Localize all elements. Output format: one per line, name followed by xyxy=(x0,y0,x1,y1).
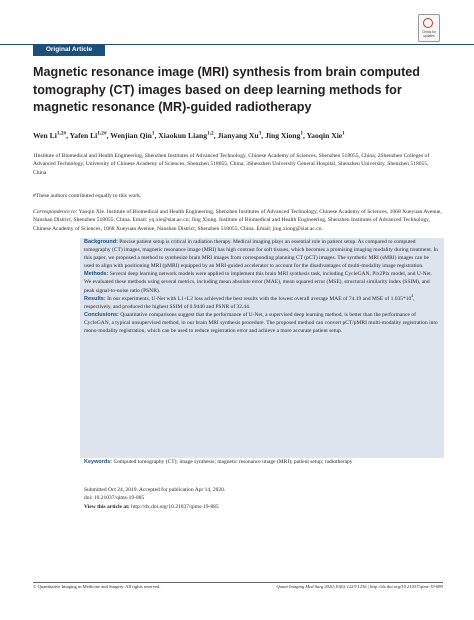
doi[interactable]: doi: 10.21037/qims-19-885 xyxy=(84,495,145,502)
correspondence xyxy=(33,208,443,233)
correspondence-label: Correspondence to: xyxy=(33,209,78,215)
journal-citation: Quant Imaging Med Surg 2020;10(6):1223-1236 | http://dx.doi.org/10.21037/qims-19-885 xyxy=(276,584,443,589)
equal-contribution-note: #These authors contributed equally to this work. xyxy=(33,193,142,199)
footer-rule xyxy=(33,582,443,583)
correspondence-text: Yaoqin Xie. Institute of Biomedical and Health Engineering, Shenzhen Institutes of Advanced Technology, Chinese Academy of Sciences, 1068 Xueyuan Avenue, Nanshan District, Shenzhen 518055, China. Email: yq.xie@siat.ac.cn; Jing Xiong. Institute of Biomedical and Health Engineering, Shenzhen Institutes of Advanced Technology, Chinese Academy of Sciences, 1068 Xueyuan Avenue, Nanshan District, Shenzhen 518055, China. Email: jing.xiong@siat.ac.cn. xyxy=(33,209,442,232)
submission-info xyxy=(84,486,440,511)
author[interactable]: Xiaokun Liang$^{1,2}$ xyxy=(158,130,214,140)
keywords-text: Computed tomography (CT); image synthesis; magnetic resonance image (MRI); patient setup; radiotherapy xyxy=(113,459,353,465)
author[interactable]: Jing Xiong$^1$ xyxy=(265,130,303,140)
keywords xyxy=(84,458,440,466)
affiliations: 1Institute of Biomedical and Health Engineering, Shenzhen Institutes of Advanced Technology, Chinese Academy of Sciences, Shenzhen 518055, China; 2Shenzhen Colleges of Advanced Technology, University of Chinese Academy of Sciences, Shenzhen 518055, China; 3Shenzhen University General Hospital, Shenzhen University, Shenzhen 518055, China xyxy=(33,153,430,176)
abstract-text xyxy=(84,238,440,335)
copyright: © Quantitative Imaging in Medicine and Surgery. All rights reserved. xyxy=(33,584,161,589)
author[interactable]: Wenjian Qin$^1$ xyxy=(110,130,155,140)
check-for-updates-badge[interactable] xyxy=(418,14,440,42)
view-article-link[interactable]: http://dx.doi.org/10.21037/qims-19-885 xyxy=(131,503,219,510)
author[interactable]: Yafen $Li^{1,2\#}$ xyxy=(69,130,107,140)
abstract-results: Results: In our experiments, U-Net with L1+L2 loss achieved the best results with the lowest overall average MAE of 74.19 and MSE of $1.035*10^4$, respectively, and produced the highest SSIM of 0.9440 and PSNR of 32.44. xyxy=(84,293,415,310)
article-type-tag: Original Article xyxy=(33,44,105,56)
article-title: Magnetic resonance image (MRI) synthesis from brain computed tomography (CT) images based on deep learning methods for magnetic resonance (MR)-guided radiotherapy xyxy=(33,65,420,114)
view-article: View this article at: http://dx.doi.org/10.21037/qims-19-885 xyxy=(84,503,219,510)
abstract-conclusions: Conclusions: Quantitative comparisons suggest that the performance of U-Net, a supervised deep learning method, is better than the performance of CycleGAN, a typical unsupervised method, in our brain MRI synthesis procedure. The proposed method can convert pCT/pMRI multi-modality registration into mono-modality registration, which can be used to reduce registration error and achieve a more accurate patient setup. xyxy=(84,311,438,335)
submission-dates: Submitted Oct 24, 2019. Accepted for publication Apr 14, 2020. xyxy=(84,487,226,493)
author-list: Wen $Li^{1,2\#}$, Yafen $Li^{1,2\#}$, Wenjian Qin$^1$, Xiaokun Liang$^{1,2}$, Jianyang Xu$^3$, Jing Xiong$^1$, Yaoqin Xie$^1$ xyxy=(33,130,345,140)
author[interactable]: Jianyang Xu$^3$ xyxy=(217,130,262,140)
keywords-label: Keywords: xyxy=(84,459,113,465)
badge-label: Check for updates xyxy=(422,30,436,38)
abstract-methods: Methods: Several deep learning network models were applied to implement this brain MRI synthesis task, including CycleGAN, Pix2Pix model, and U-Net. We evaluated these methods using several metrics, including mean absolute error (MAE), mean squared error (MSE), structural similarity index (SSIM), and peak signal-to-noise ratio (PSNR). xyxy=(84,271,432,294)
update-icon xyxy=(423,18,433,28)
author[interactable]: Yaoqin Xie$^1$ xyxy=(306,130,345,140)
abstract-background: Background: Precise patient setup is critical in radiation therapy. Medical imaging plays an essential role in patient setup. As compared to computed tomography (CT) images, magnetic resonance image (MRI) has high contrast for soft tissues, which becomes a promising imaging modality during treatment. In this paper, we proposed a method to synthesize brain MRI images from corresponding planning CT (pCT) images. The synthetic MRI (sMRI) images can be used to align with positioning MRI (pMRI) equipped by an MRI-guided accelerator to account for the disadvantages of multi-modality image registration. xyxy=(84,239,439,270)
author[interactable]: Wen $Li^{1,2\#}$ xyxy=(33,130,67,140)
